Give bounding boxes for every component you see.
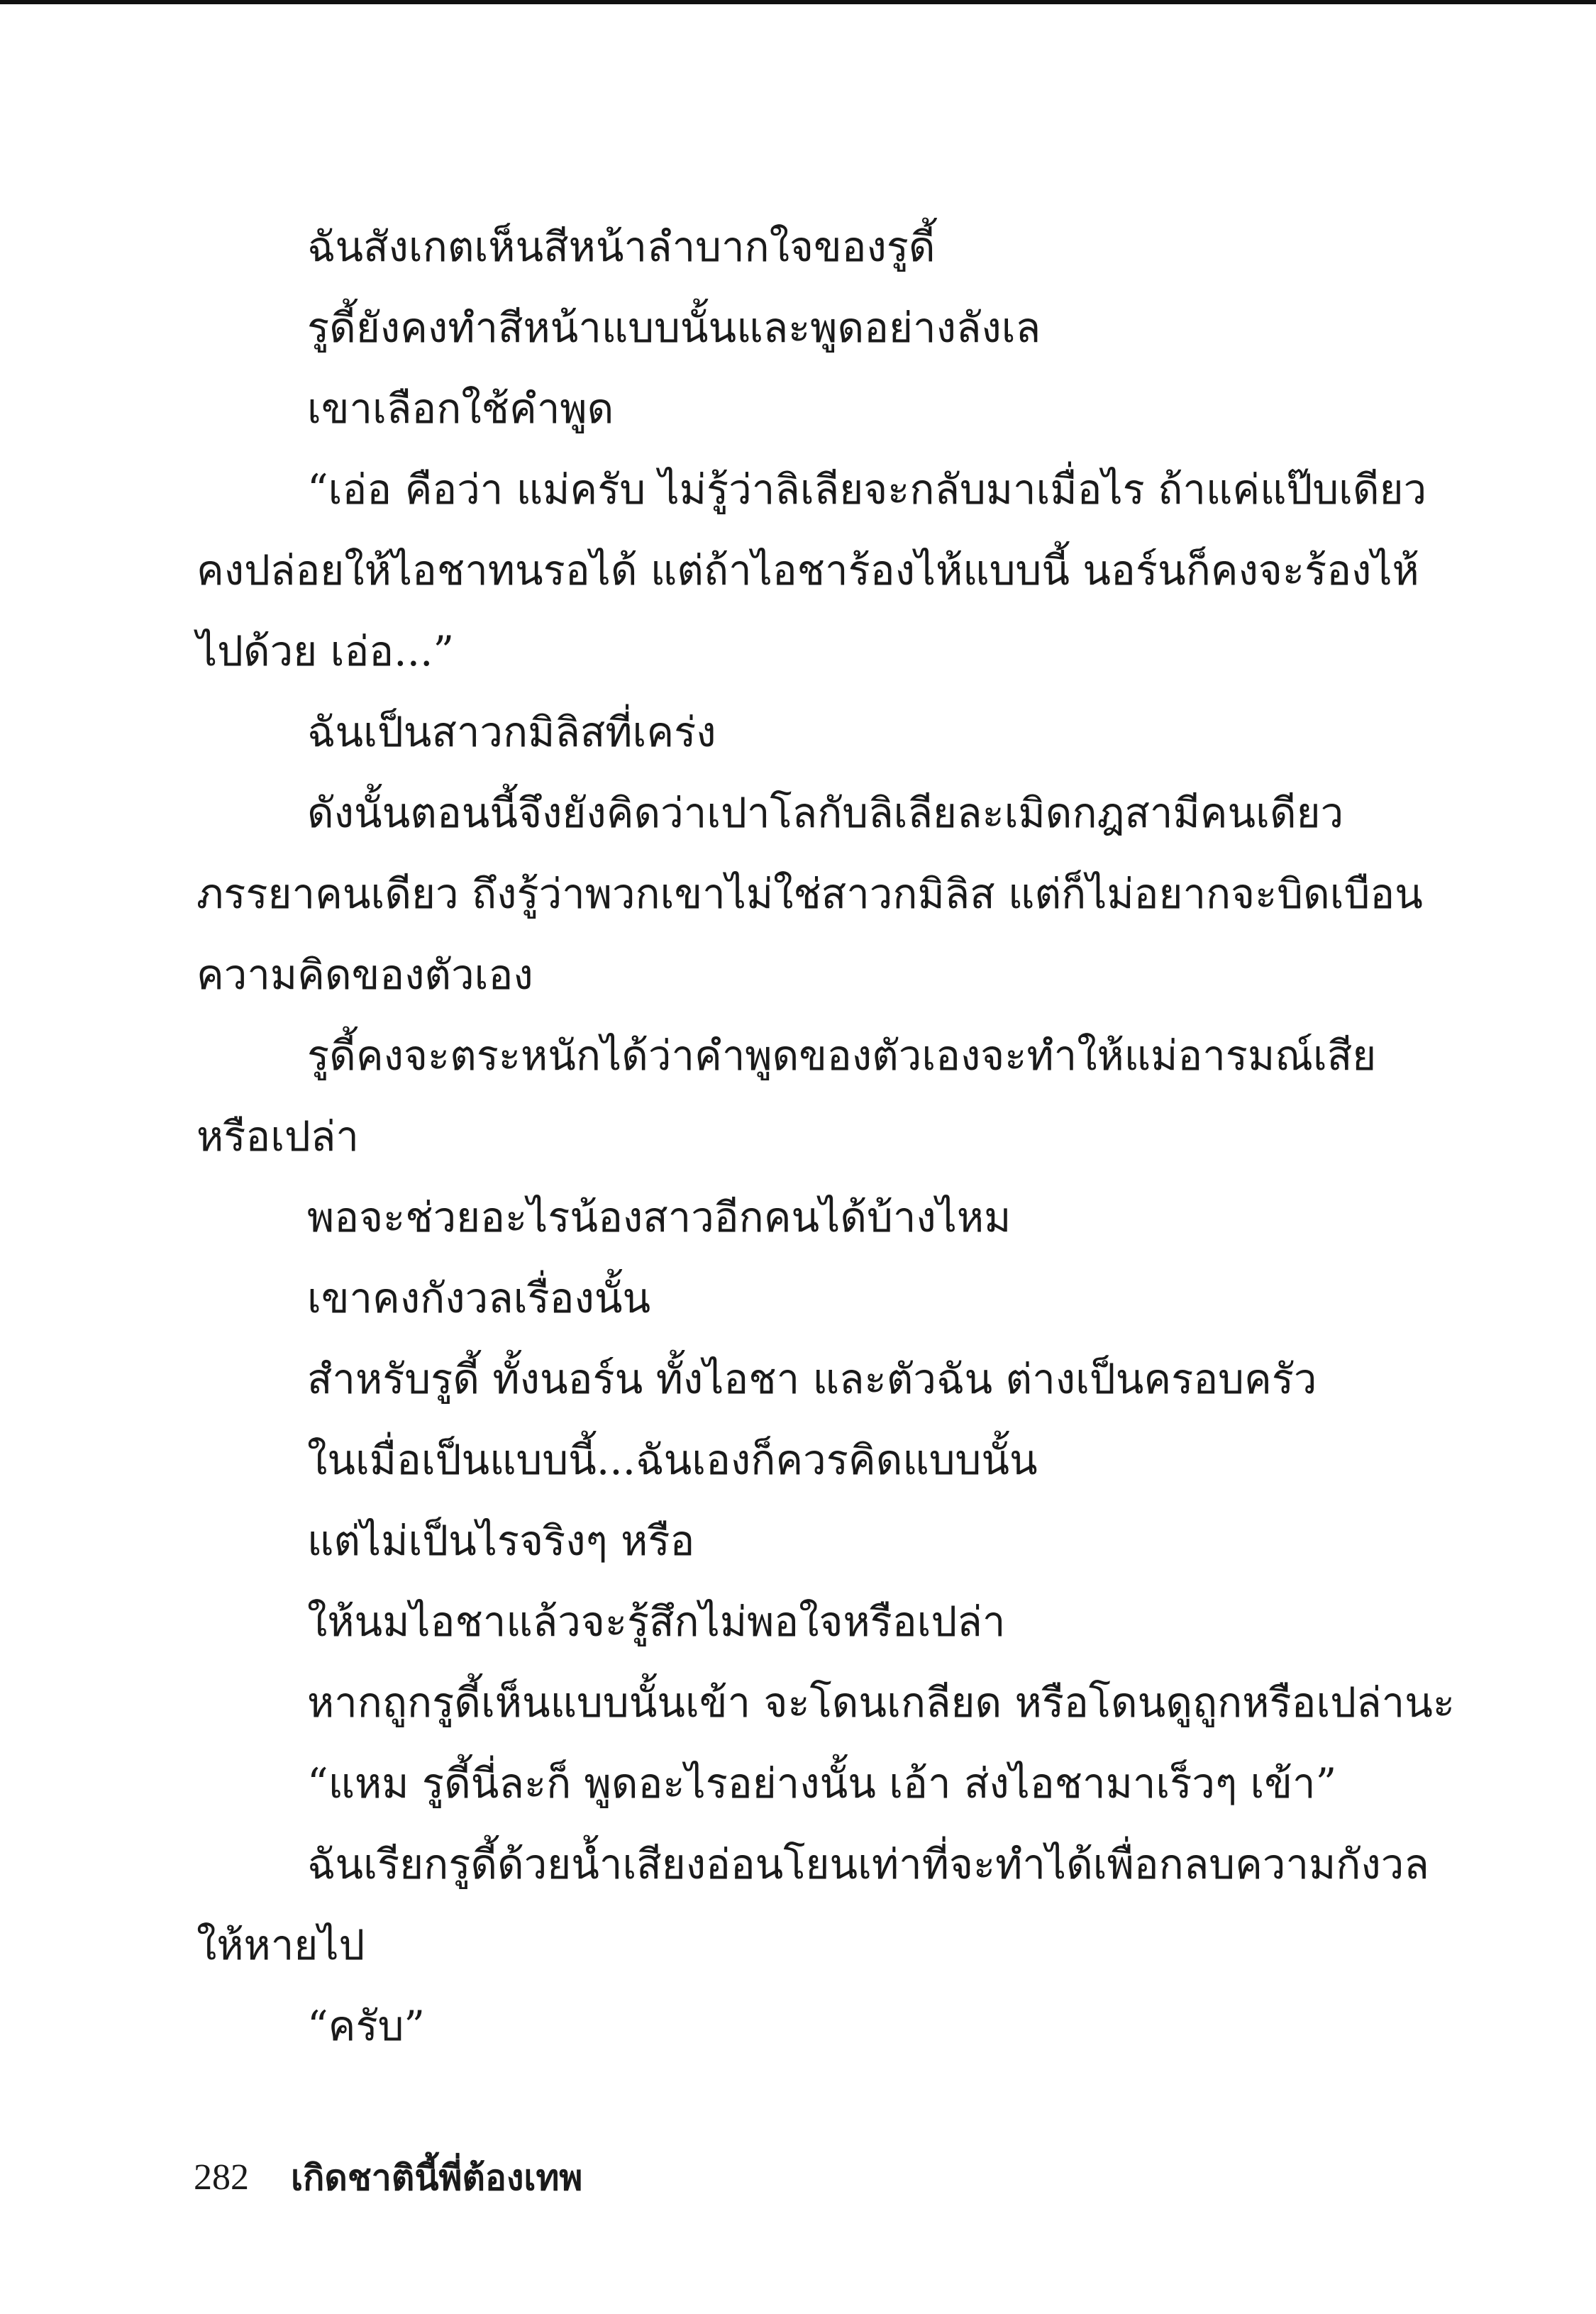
paragraph-line: รูดี้คงจะตระหนักได้ว่าคำพูดของตัวเองจะทำให้แม่อารมณ์เสีย [307, 1031, 1377, 1080]
paragraph-line: แต่ไม่เป็นไรจริงๆ หรือ [307, 1517, 695, 1565]
paragraph-line: เขาเลือกใช้คำพูด [307, 384, 614, 433]
paragraph-line: ภรรยาคนเดียว ถึงรู้ว่าพวกเขาไม่ใช่สาวกมิลิส แต่ก็ไม่อยากจะบิดเบือน [196, 870, 1423, 918]
page-number: 282 [194, 2157, 249, 2198]
paragraph-line: ดังนั้นตอนนี้จึงยังคิดว่าเปาโลกับลิเลียละเมิดกฎสามีคนเดียว [307, 789, 1344, 837]
paragraph-line: ให้หายไป [196, 1921, 365, 1969]
paragraph-line: ในเมื่อเป็นแบบนี้...ฉันเองก็ควรคิดแบบนั้น [307, 1436, 1038, 1484]
paragraph-line: ความคิดของตัวเอง [196, 951, 533, 999]
paragraph-line: ให้นมไอชาแล้วจะรู้สึกไม่พอใจหรือเปล่า [307, 1598, 1006, 1646]
paragraph-line: ไปด้วย เอ่อ...” [196, 627, 455, 675]
paragraph-line: ฉันเรียกรูดี้ด้วยน้ำเสียงอ่อนโยนเท่าที่จะทำได้เพื่อกลบความกังวล [307, 1840, 1429, 1888]
paragraph-line: “เอ่อ คือว่า แม่ครับ ไม่รู้ว่าลิเลียจะกลับมาเมื่อไร ถ้าแค่แป๊บเดียว [307, 465, 1427, 514]
paragraph-line: ฉันสังเกตเห็นสีหน้าลำบากใจของรูดี้ [307, 223, 936, 271]
paragraph-line: พอจะช่วยอะไรน้องสาวอีกคนได้บ้างไหม [307, 1193, 1012, 1241]
paragraph-line: คงปล่อยให้ไอชาทนรอได้ แต่ถ้าไอชาร้องไห้แบบนี้ นอร์นก็คงจะร้องไห้ [196, 546, 1419, 594]
paragraph-line: สำหรับรูดี้ ทั้งนอร์น ทั้งไอชา และตัวฉัน ต่างเป็นครอบครัว [307, 1355, 1317, 1403]
paragraph-line: เขาคงกังวลเรื่องนั้น [307, 1274, 651, 1322]
paragraph-line: หรือเปล่า [196, 1112, 359, 1161]
paragraph-line: “ครับ” [307, 2002, 426, 2050]
paragraph-line: “แหม รูดี้นี่ละก็ พูดอะไรอย่างนั้น เอ้า ส่งไอชามาเร็วๆ เข้า” [307, 1759, 1337, 1808]
paragraph-line: หากถูกรูดี้เห็นแบบนั้นเข้า จะโดนเกลียด หรือโดนดูถูกหรือเปล่านะ [307, 1678, 1455, 1727]
running-footer-title: เกิดชาตินี้พี่ต้องเทพ [291, 2157, 583, 2198]
paragraph-line: รูดี้ยังคงทำสีหน้าแบบนั้นและพูดอย่างลังเล [307, 304, 1041, 352]
paragraph-line: ฉันเป็นสาวกมิลิสที่เคร่ง [307, 708, 716, 756]
